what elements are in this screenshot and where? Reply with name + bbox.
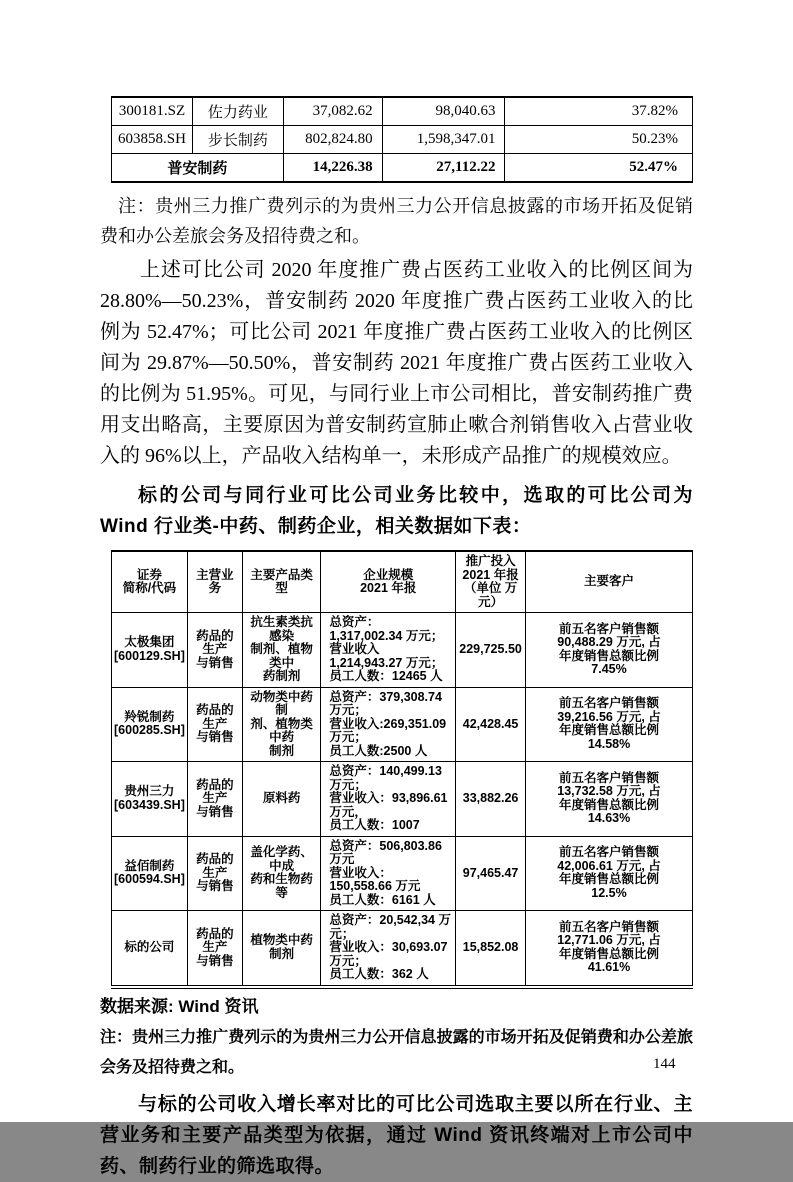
table-cell: 益佰制药 [600594.SH]	[112, 836, 188, 911]
table-cell: 普安制药	[112, 154, 284, 183]
table-row	[112, 836, 693, 911]
table-cell: 15,852.08	[456, 911, 526, 987]
table-cell: 27,112.22	[382, 154, 505, 183]
table-cell: 总资产：140,499.13 万元； 营业收入：93,896.61 万元， 员工人数：1007	[321, 762, 456, 837]
table-cell: 总资产：506,803.86 万元 营业收入：150,558.66 万元 员工人数：6161 人	[321, 836, 456, 911]
table-cell: 药品的生产 与销售	[187, 687, 242, 762]
closing-paragraph: 与标的公司收入增长率对比的可比公司选取主要以所在行业、主营业务和主要产品类型为依据，通过 Wind 资讯终端对上市公司中药、制药行业的筛选取得。	[100, 1093, 693, 1177]
table-cell: 动物类中药制 剂、植物类中药 制剂	[242, 687, 321, 762]
table-row	[112, 762, 693, 837]
table-cell: 300181.SZ	[112, 97, 193, 126]
table-cell: 贵州三力 [603439.SH]	[112, 762, 188, 837]
table-cell: 总资产：1,317,002.34 万元； 营业收入 1,214,943.27 万元； 员工人数：12465 人	[321, 613, 456, 688]
table-cell: 羚锐制药 [600285.SH]	[112, 687, 188, 762]
table-cell: 98,040.63	[382, 97, 505, 126]
table-row	[112, 154, 693, 183]
comparable-companies-table	[111, 550, 693, 989]
table-cell: 97,465.47	[456, 836, 526, 911]
table-cell: 前五名客户销售额 39,216.56 万元, 占 年度销售总额比例 14.58%	[526, 687, 693, 762]
table-cell: 前五名客户销售额 90,488.29 万元, 占 年度销售总额比例 7.45%	[526, 613, 693, 688]
table-header-cell: 企业规模 2021 年报	[321, 551, 456, 613]
section-heading: 标的公司与同行业可比公司业务比较中，选取的可比公司为 Wind 行业类-中药、制药企业，相关数据如下表：	[100, 485, 693, 537]
table-cell: 植物类中药制剂	[242, 911, 321, 987]
table-cell: 603858.SH	[112, 126, 193, 154]
table-cell: 802,824.80	[283, 126, 382, 154]
table-header-cell: 主要产品类型	[242, 551, 321, 613]
table-cell: 太极集团 [600129.SH]	[112, 613, 188, 688]
table-cell: 总资产：20,542,34 万元； 营业收入：30,693.07 万元； 员工人数：362 人	[321, 911, 456, 987]
table-header-cell: 证券 简称/代码	[112, 551, 188, 613]
table-cell: 总资产：379,308.74 万元； 营业收入:269,351.09 万元； 员工人数:2500 人	[321, 687, 456, 762]
table-cell: 52.47%	[505, 154, 693, 183]
table-cell: 37.82%	[505, 97, 693, 126]
table-cell: 原料药	[242, 762, 321, 837]
table-header-cell: 主要客户	[526, 551, 693, 613]
table-cell: 药品的生产 与销售	[187, 836, 242, 911]
table-cell: 1,598,347.01	[382, 126, 505, 154]
table-header-row	[112, 551, 693, 613]
table-cell: 标的公司	[112, 911, 188, 987]
table-row	[112, 911, 693, 987]
table-cell: 药品的生产 与销售	[187, 911, 242, 987]
table-cell: 42,428.45	[456, 687, 526, 762]
table-cell: 前五名客户销售额 12,771.06 万元, 占 年度销售总额比例 41.61%	[526, 911, 693, 987]
table-cell: 33,882.26	[456, 762, 526, 837]
table-cell: 前五名客户销售额 42,006.61 万元, 占 年度销售总额比例 12.5%	[526, 836, 693, 911]
table-cell: 14,226.38	[283, 154, 382, 183]
data-source-line: 数据来源: Wind 资讯	[100, 996, 259, 1016]
table-row	[112, 126, 693, 154]
table-cell: 50.23%	[505, 126, 693, 154]
table-cell: 37,082.62	[283, 97, 382, 126]
body-paragraph: 上述可比公司 2020 年度推广费占医药工业收入的比例区间为 28.80%—50.23%，普安制药 2020 年度推广费占医药工业收入的比例为 52.47%；可比公司 2021 年度推广费占医药工业收入的比例区间为 29.87%—50.50%，普安制药 2021 年度推广费占医药工业收入的比例为 51.95%。可见，与同行业上市公司相比，普安制药推广费用支出略高，主要原因为普安制药宣肺止嗽合剂销售收入占营业收入的 96%以上，产品收入结构单一，未形成产品推广的规模效应。	[100, 259, 693, 467]
table-row	[112, 97, 693, 126]
table-cell: 盖化学药、中成 药和生物药等	[242, 836, 321, 911]
table-cell: 抗生素类抗感染 制剂、植物类中 药制剂	[242, 613, 321, 688]
table-header-cell: 主营业务	[187, 551, 242, 613]
promo-fee-ratio-table	[111, 96, 693, 183]
footnote-top: 注：贵州三力推广费列示的为贵州三力公开信息披露的市场开拓及促销费和办公差旅会务及招待费之和。	[100, 196, 693, 246]
table-cell: 药品的生产 与销售	[187, 762, 242, 837]
table-cell: 前五名客户销售额 13,732.58 万元, 占 年度销售总额比例 14.63%	[526, 762, 693, 837]
table-cell: 229,725.50	[456, 613, 526, 688]
page-number: 144	[653, 1056, 676, 1072]
table-cell: 佐力药业	[192, 97, 283, 126]
table-header-cell: 推广投入 2021 年报 （单位 万元）	[456, 551, 526, 613]
footnote-bottom: 注：贵州三力推广费列示的为贵州三力公开信息披露的市场开拓及促销费和办公差旅会务及招待费之和。	[100, 1028, 693, 1076]
table-row	[112, 687, 693, 762]
table-row	[112, 613, 693, 688]
table-cell: 药品的生产 与销售	[187, 613, 242, 688]
table-cell: 步长制药	[192, 126, 283, 154]
